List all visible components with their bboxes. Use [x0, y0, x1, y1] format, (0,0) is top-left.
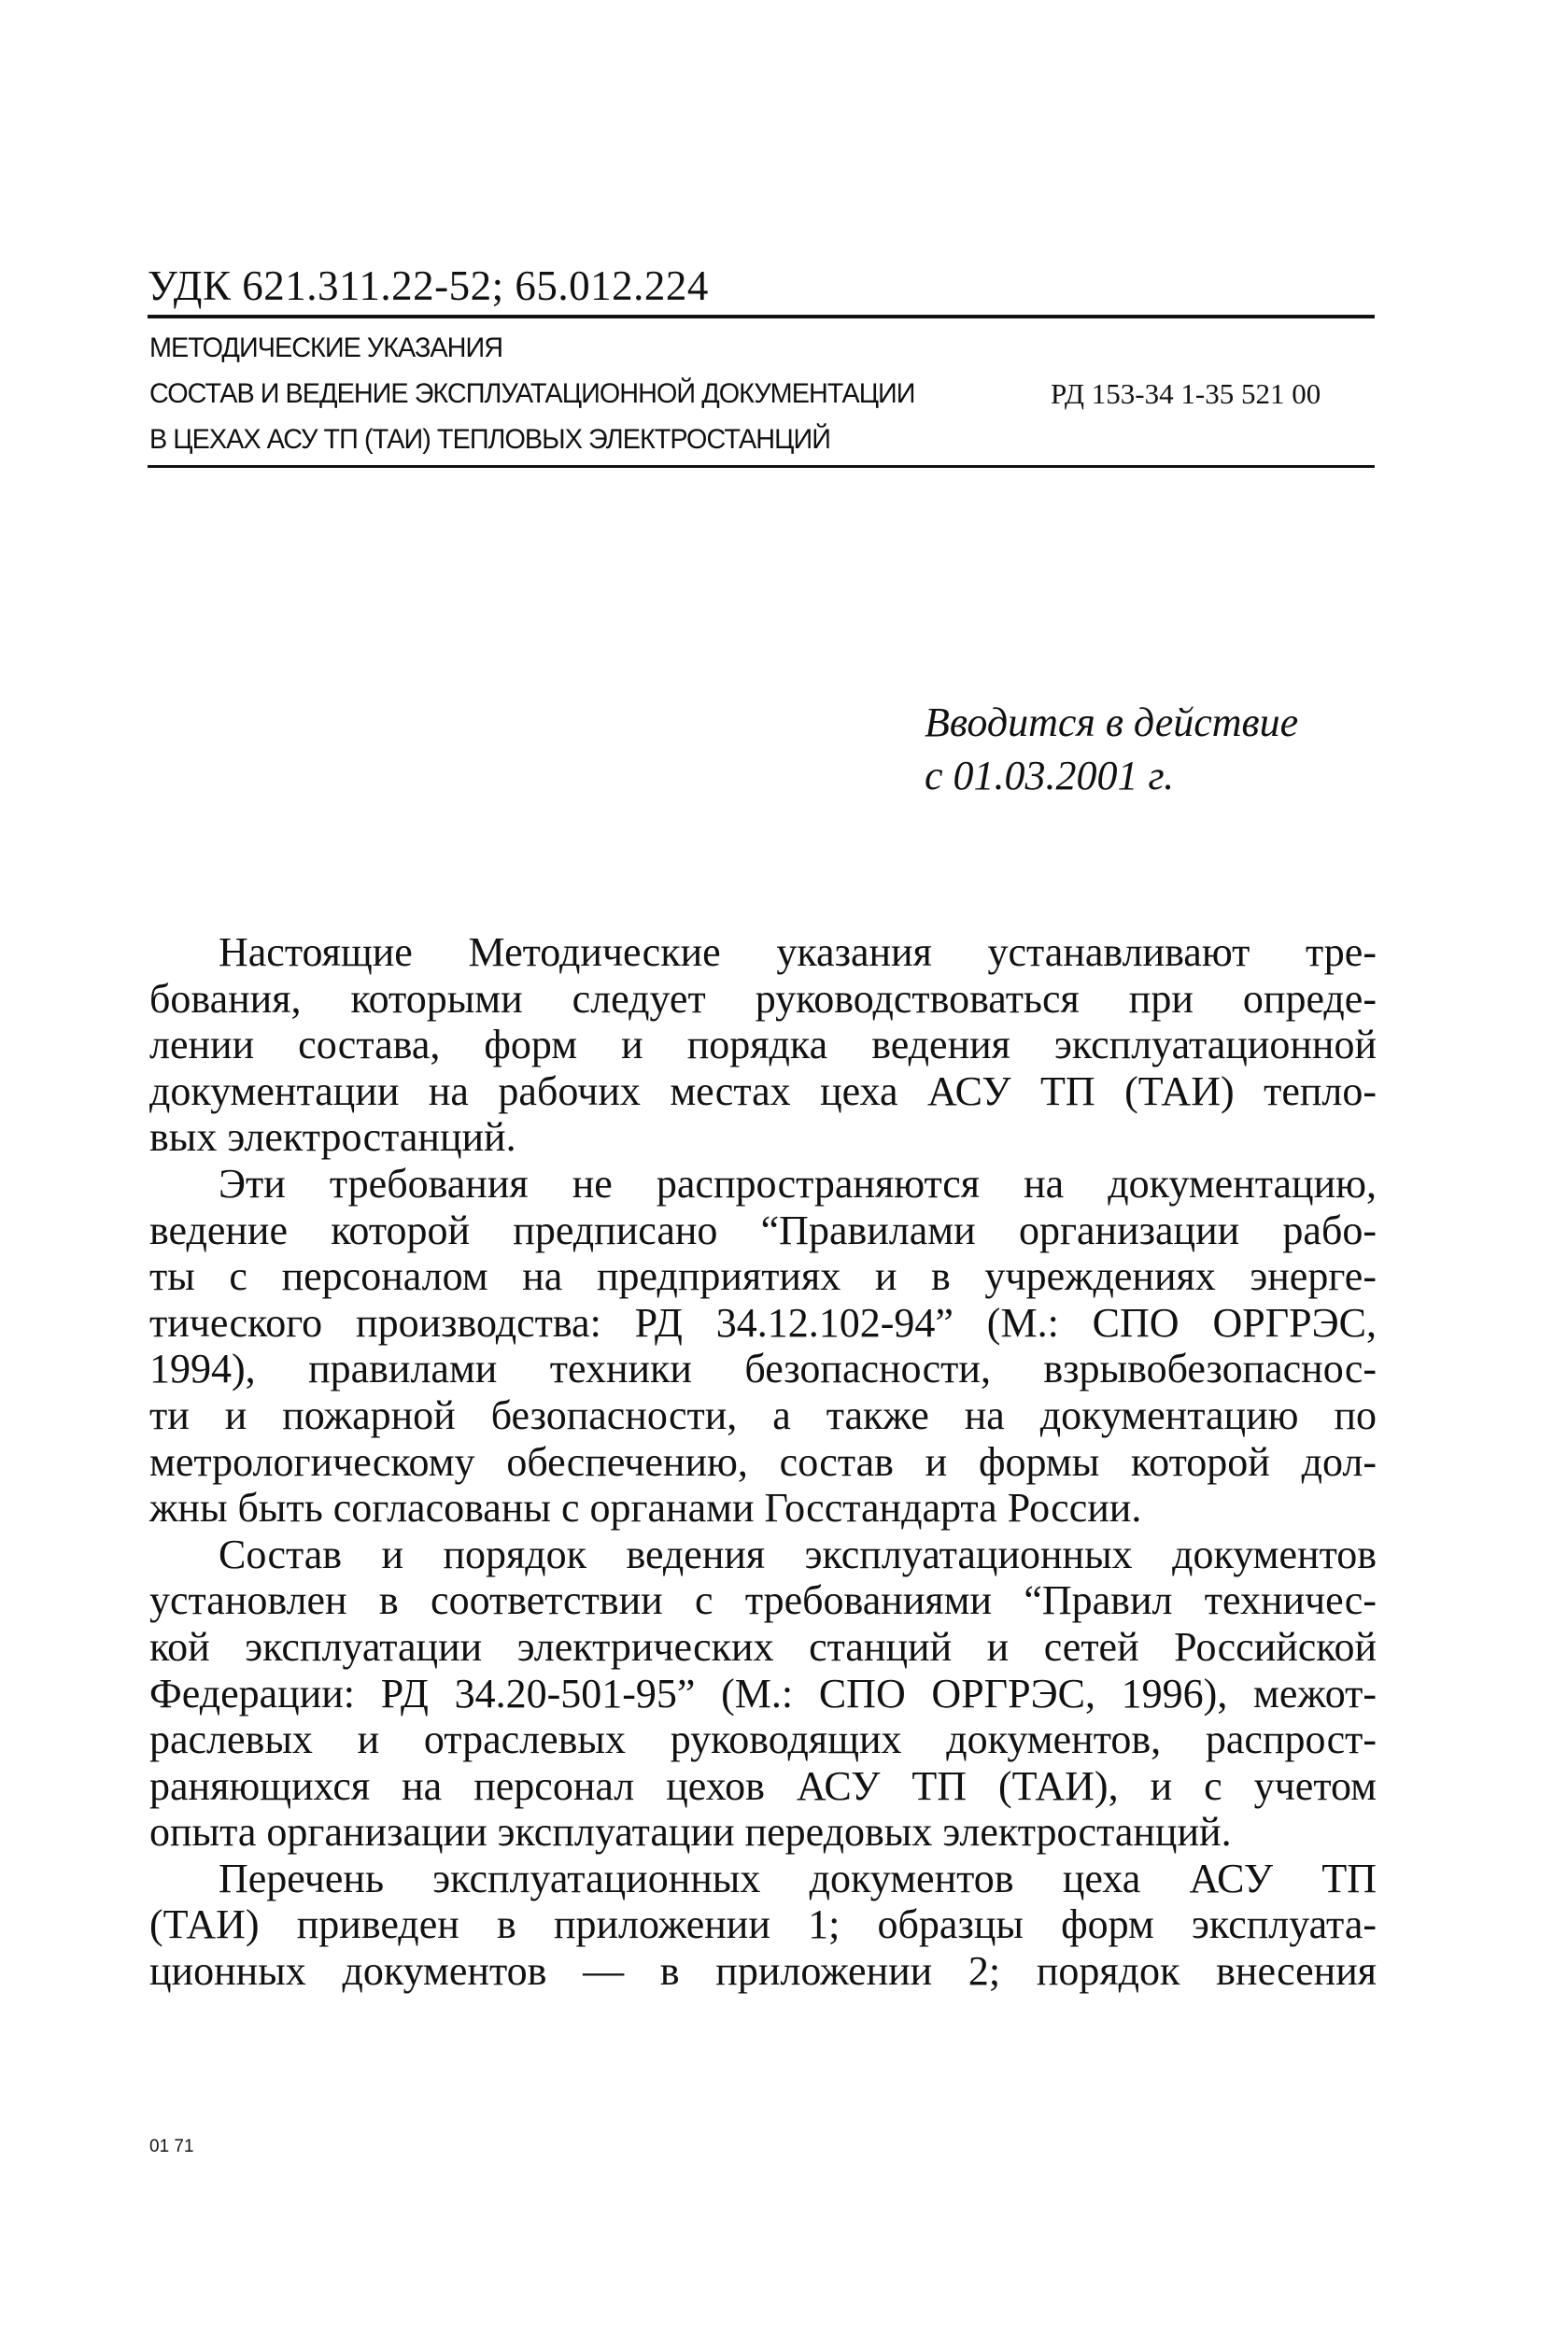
text-line: жны быть согласованы с органами Госстандарта России. — [149, 1485, 1142, 1532]
text-line: тического производства: РД 34.12.102-94” (М.: СПО ОРГРЭС, — [149, 1299, 1377, 1346]
text-line: ционных документов — в приложении 2; порядок внесения — [149, 1948, 1377, 1995]
udk-code: УДК 621.311.22-52; 65.012.224 — [148, 262, 709, 309]
text-line: ты с персоналом на предприятиях и в учреждениях энерге- — [149, 1253, 1377, 1300]
doc-title-line-1: СОСТАВ И ВЕДЕНИЕ ЭКСПЛУАТАЦИОННОЙ ДОКУМЕНТАЦИИ — [149, 378, 915, 409]
text-line: Перечень эксплуатационных документов цеха АСУ ТП — [219, 1855, 1377, 1901]
paragraph-2 — [149, 1161, 1377, 1532]
page-code: 01 71 — [149, 2137, 194, 2156]
text-line: раняющихся на персонал цехов АСУ ТП (ТАИ), и с учетом — [149, 1762, 1377, 1809]
text-line: установлен в соответствии с требованиями “Правил техничес- — [149, 1577, 1377, 1624]
body-text — [149, 929, 1377, 1995]
effective-line-1: Вводится в действие — [925, 699, 1299, 745]
text-line: вых электростанций. — [149, 1114, 516, 1161]
text-line: метрологическому обеспечению, состав и формы которой дол- — [149, 1438, 1377, 1485]
paragraph-3 — [149, 1532, 1377, 1856]
effective-date-block — [925, 696, 1298, 802]
text-line: (ТАИ) приведен в приложении 1; образцы форм эксплуата- — [149, 1901, 1377, 1948]
text-line: кой эксплуатации электрических станций и сетей Российской — [149, 1623, 1377, 1670]
text-line: Настоящие Методические указания устанавливают тре- — [219, 929, 1377, 975]
effective-line-2: с 01.03.2001 г. — [925, 753, 1175, 798]
text-line: Состав и порядок ведения эксплуатационных документов — [219, 1531, 1377, 1577]
doc-title-line-2: В ЦЕХАХ АСУ ТП (ТАИ) ТЕПЛОВЫХ ЭЛЕКТРОСТАНЦИЙ — [149, 424, 830, 455]
doc-type: МЕТОДИЧЕСКИЕ УКАЗАНИЯ — [149, 332, 503, 363]
text-line: 1994), правилами техники безопасности, взрывобезопаснос- — [149, 1346, 1377, 1392]
paragraph-4 — [149, 1856, 1377, 1995]
header-bottom-rule — [148, 465, 1375, 468]
rd-code: РД 153-34 1-35 521 00 — [1051, 377, 1321, 410]
paragraph-1 — [149, 929, 1377, 1161]
text-line: ведение которой предписано “Правилами организации рабо- — [149, 1207, 1377, 1253]
text-line: документации на рабочих местах цеха АСУ ТП (ТАИ) тепло- — [149, 1067, 1377, 1114]
header-top-rule — [148, 315, 1375, 318]
text-line: опыта организации эксплуатации передовых электростанций. — [149, 1809, 1232, 1856]
text-line: раслевых и отраслевых руководящих документов, распрост- — [149, 1716, 1377, 1763]
text-line: лении состава, форм и порядка ведения эксплуатационной — [149, 1022, 1377, 1068]
text-line: ти и пожарной безопасности, а также на документацию по — [149, 1392, 1377, 1438]
text-line: Федерации: РД 34.20-501-95” (М.: СПО ОРГРЭС, 1996), межот- — [149, 1670, 1377, 1716]
text-line: бования, которыми следует руководствоваться при опреде- — [149, 975, 1377, 1022]
text-line: Эти требования не распространяются на документацию, — [219, 1160, 1377, 1207]
